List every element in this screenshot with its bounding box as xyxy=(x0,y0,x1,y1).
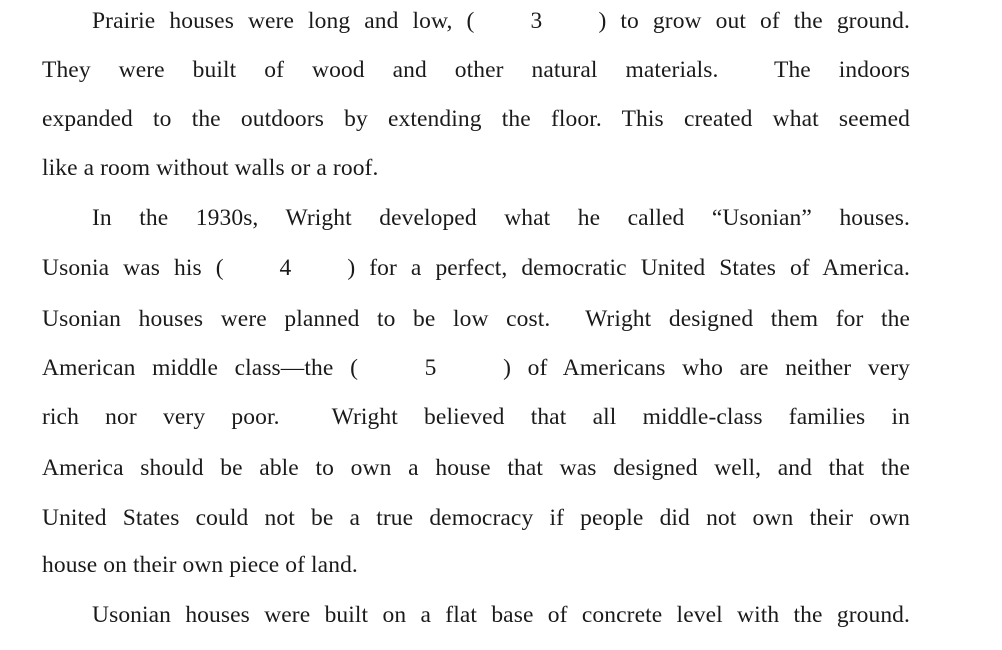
paragraph-2-line-6: America should be able to own a house that was designed well, and that the xyxy=(42,455,910,481)
paragraph-1-line-3: expanded to the outdoors by extending the floor. This created what seemed xyxy=(42,106,910,132)
paragraph-1-line-1: Prairie houses were long and low, ( 3 ) to grow out of the ground. xyxy=(92,8,910,34)
paragraph-1-line-2: They were built of wood and other natural materials. The indoors xyxy=(42,57,910,83)
paragraph-1-line-4: like a room without walls or a roof. xyxy=(42,155,379,181)
paragraph-2-line-8: house on their own piece of land. xyxy=(42,552,358,578)
paragraph-2-line-1: In the 1930s, Wright developed what he called “Usonian” houses. xyxy=(92,205,910,231)
paragraph-2-line-2: Usonia was his ( 4 ) for a perfect, democratic United States of America. xyxy=(42,255,910,281)
paragraph-2-line-7: United States could not be a true democracy if people did not own their own xyxy=(42,505,910,531)
paragraph-2-line-3: Usonian houses were planned to be low cost. Wright designed them for the xyxy=(42,306,910,332)
paragraph-2-line-5: rich nor very poor. Wright believed that all middle-class families in xyxy=(42,404,910,430)
paragraph-3-line-1: Usonian houses were built on a flat base of concrete level with the ground. xyxy=(92,602,910,628)
paragraph-2-line-4: American middle class—the ( 5 ) of Americans who are neither very xyxy=(42,355,910,381)
